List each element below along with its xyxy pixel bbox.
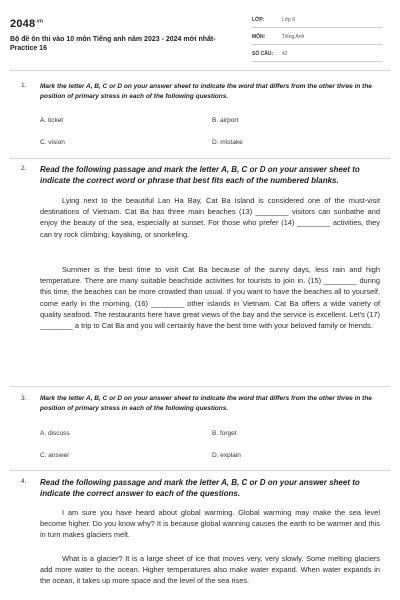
option-c[interactable]: C. answer — [40, 452, 70, 459]
passage-paragraph: I am sure you have heard about global warming. Global warming may make the sea level become higher. Do you know why? It is because global wanning causes the earth to be warmer and this in turn makes glaciers melt. — [40, 508, 380, 540]
option-b[interactable]: B. airport — [212, 117, 239, 124]
question-number: 1. — [21, 82, 27, 89]
option-a[interactable]: A. ticket — [40, 117, 64, 124]
question-instruction: Read the following passage and mark the letter A, B, C or D on your answer sheet to indicate the correct answer to each of the questions. — [40, 478, 360, 498]
question-instruction: Mark the letter A, B, C or D on your answer sheet to indicate the word that differs from the other three in the position of primary stress in each of the following questions. — [40, 395, 372, 412]
meta-row-subject: MÔN: Tiếng Anh — [252, 31, 382, 45]
meta-row-count: SỐ CÂU: 42 — [252, 48, 382, 62]
option-a[interactable]: A. discuss — [40, 430, 70, 437]
option-b[interactable]: B. forget — [212, 430, 237, 437]
question-number: 4. — [21, 478, 27, 485]
site-logo[interactable]: $2048^{.vn}$ — [10, 18, 44, 30]
question-instruction: Read the following passage and mark the letter A, B, C or D on your answer sheet to indicate the correct word or phrase that best fits each of the numbered blanks. — [40, 165, 360, 185]
question-number: 3. — [21, 395, 27, 402]
divider — [10, 70, 390, 71]
meta-row-class: LỚP: Lớp 9 — [252, 14, 382, 28]
question-number: 2. — [21, 165, 27, 172]
question-instruction: Mark the letter A, B, C or D on your answer sheet to indicate the word that differs from the other three in the position of primary stress in each of the following questions. — [40, 83, 372, 100]
document-title: Bộ đề ôn thi vào 10 môn Tiếng anh năm 2023 - 2024 mới nhất- Practice 16 — [10, 36, 216, 52]
divider — [10, 386, 390, 387]
passage-paragraph: Lying next to the beautiful Lan Ha Bay, Cat Ba Island is considered one of the must-visit destinations of Vietnam. Cat Ba has three main beaches (13) ________ visitors can sunbathe and enjoy the beauty of the sea, especially at sunset. For those who prefer (14) ________ activities, they can try rock climbing, kayaking, or snorkeling. — [40, 196, 380, 239]
divider — [10, 470, 390, 471]
passage-paragraph: Summer is the best time to visit Cat Ba because of the sunny days, less rain and high temperature. There are many suitable beachside activities for tourists to join in. (15) ________ during this time, the beaches can be more crowded than usual. If you want to have the beaches all to yourself, come early in the morning. (16) ________ other islands in Vietnam. Cat Ba offers a wide variety of quality seafood. The restaurants here have great views of the bay and the service is excellent. Let's (17) ________ a trip to Cat Ba and you will certainly have the best time with your beloved family or friends. — [40, 265, 380, 331]
meta-box — [252, 14, 382, 65]
divider — [10, 158, 390, 159]
option-d[interactable]: D. explain — [212, 452, 241, 459]
passage-paragraph: What is a glacier? It is a large sheet of ice that moves very, very slowly. Some melting glaciers add more water to the ocean. Higher temperatures also make water expand. When water expands in the ocean, it takes up more space and the level of the sea rises. — [40, 554, 380, 586]
option-d[interactable]: D. mistake — [212, 139, 243, 146]
option-c[interactable]: C. vision — [40, 139, 65, 146]
page-header — [0, 0, 400, 66]
